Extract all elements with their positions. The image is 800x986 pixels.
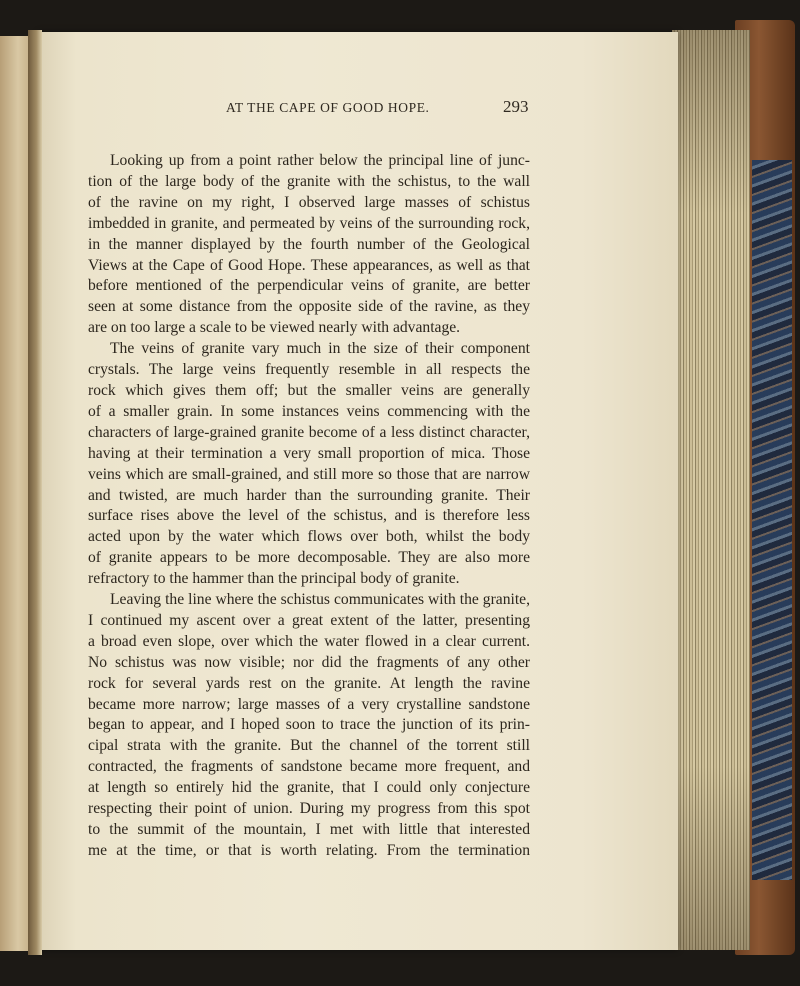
text-line: and twisted, are much harder than the surrounding granite. Their [88, 486, 530, 504]
text-line: tion of the large body of the granite with the schistus, to the wall [88, 172, 530, 190]
text-line: having at their termination a very small proportion of mica. Those [88, 444, 530, 462]
text-line: are on too large a scale to be viewed nearly with advantage. [88, 319, 461, 337]
text-line: acted upon by the water which flows over both, whilst the body [88, 528, 530, 546]
body-text [88, 151, 530, 862]
text-line: No schistus was now visible; nor did the fragments of any other [88, 653, 530, 671]
text-line: I continued my ascent over a great extent of the latter, presenting [88, 611, 530, 629]
page-stack-edge [672, 30, 750, 950]
text-line: me at the time, or that is worth relating. From the termination [88, 841, 530, 859]
text-line: Views at the Cape of Good Hope. These appearances, as well as that [88, 256, 530, 274]
text-line: became more narrow; large masses of a very crystalline sandstone [88, 695, 530, 713]
text-line: refractory to the hammer than the principal body of granite. [88, 570, 460, 588]
book-gutter [28, 30, 42, 955]
text-line: The veins of granite vary much in the size of their component [110, 340, 530, 358]
running-header: AT THE CAPE OF GOOD HOPE. [226, 100, 430, 115]
text-line: veins which are small-grained, and still more so those that are narrow [88, 465, 530, 483]
text-line: Looking up from a point rather below the principal line of junc- [110, 152, 530, 169]
text-line: cipal strata with the granite. But the channel of the torrent still [88, 737, 530, 755]
text-line: Leaving the line where the schistus communicates with the granite, [110, 591, 530, 609]
text-line: began to appear, and I hoped soon to trace the junction of its prin- [88, 716, 530, 734]
text-line: crystals. The large veins frequently resemble in all respects the [88, 361, 530, 379]
page-number: 293 [503, 97, 529, 116]
text-line: respecting their point of union. During my progress from this spot [88, 800, 530, 818]
text-line: surface rises above the level of the schistus, and is therefore less [88, 507, 530, 525]
text-line: to the summit of the mountain, I met with little that interested [88, 821, 530, 838]
text-line: of a smaller grain. In some instances veins commencing with the [88, 402, 530, 420]
text-line: a broad even slope, over which the water flowed in a clear current. [88, 632, 530, 650]
text-line: rock for several yards rest on the granite. At length the ravine [88, 674, 530, 692]
text-line: of the ravine on my right, I observed large masses of schistus [88, 193, 530, 211]
text-line: before mentioned of the perpendicular veins of granite, are better [88, 277, 530, 295]
text-line: contracted, the fragments of sandstone became more frequent, and [88, 758, 530, 776]
text-line: seen at some distance from the opposite side of the ravine, as they [88, 298, 530, 316]
text-line: of granite appears to be more decomposable. They are also more [88, 549, 530, 567]
text-line: in the manner displayed by the fourth number of the Geological [88, 235, 530, 253]
text-line: characters of large-grained granite become of a less distinct character, [88, 423, 530, 441]
text-line: rock which gives them off; but the smaller veins are generally [88, 381, 530, 399]
marbled-endpaper [752, 160, 792, 880]
text-line: imbedded in granite, and permeated by veins of the surrounding rock, [88, 214, 530, 232]
facing-page-edge [0, 36, 30, 951]
text-line: at length so entirely hid the granite, that I could only conjecture [88, 779, 530, 797]
